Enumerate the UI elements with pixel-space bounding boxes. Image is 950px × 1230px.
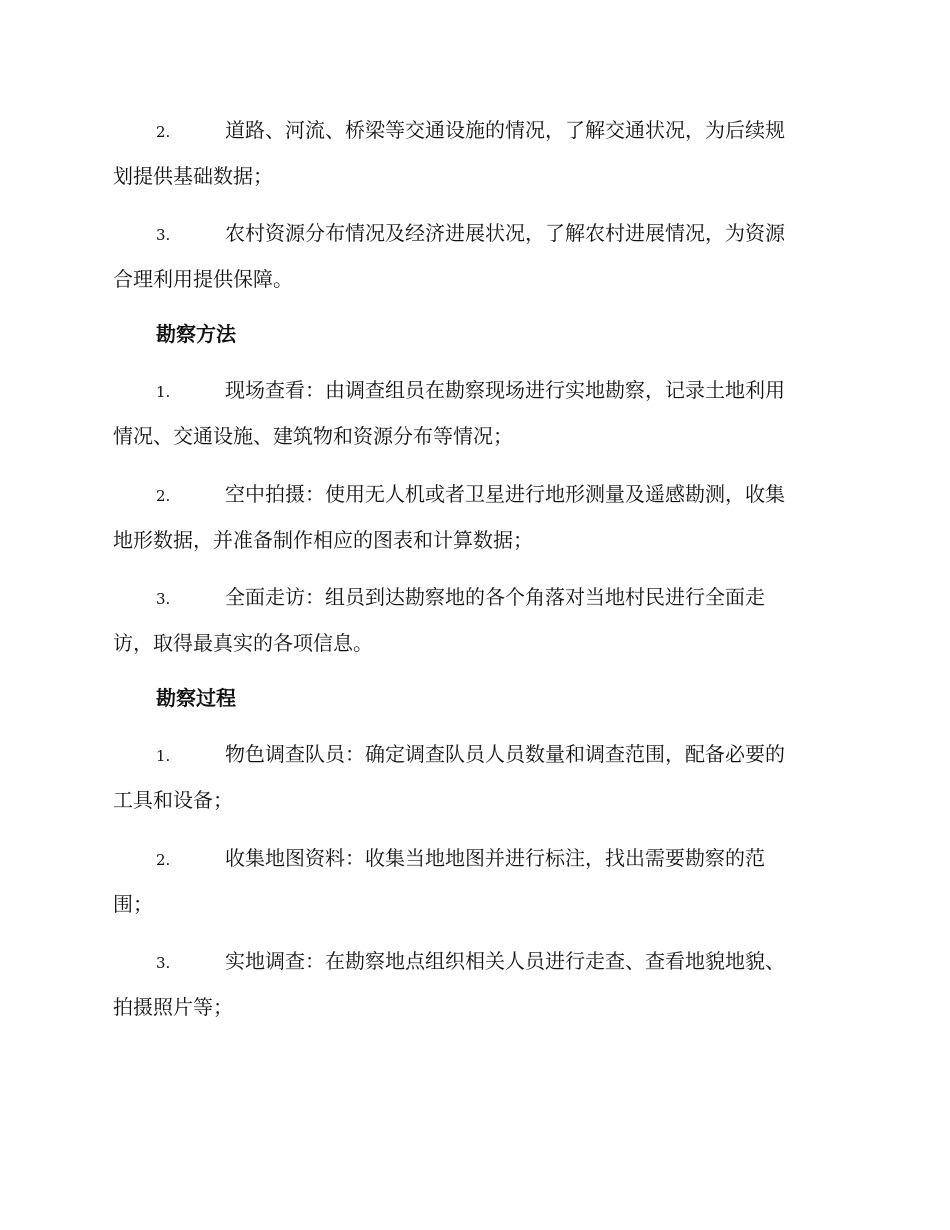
item-number: 3. [156,590,171,608]
item-number: 1. [156,383,171,401]
item-text: 道路、河流、桥梁等交通设施的情况，了解交通状况，为后续规 [225,118,785,142]
item-text-continued: 工具和设备； [113,788,233,812]
list-item [113,472,838,562]
item-number: 1. [156,747,171,765]
list-item [113,836,838,926]
list-item [113,939,838,1029]
item-text-continued: 划提供基础数据； [113,164,273,188]
list-item [113,211,838,301]
item-number: 3. [156,226,171,244]
list-item [113,108,838,198]
item-text: 全面走访：组员到达勘察地的各个角落对当地村民进行全面走 [225,585,765,609]
item-text: 空中拍摄：使用无人机或者卫星进行地形测量及遥感勘测，收集 [225,482,785,506]
item-text: 物色调查队员：确定调查队员人员数量和调查范围，配备必要的 [225,742,785,766]
item-text: 收集地图资料：收集当地地图并进行标注，找出需要勘察的范 [225,846,765,870]
item-number: 2. [156,487,171,505]
list-item [113,732,838,822]
item-text: 现场查看：由调查组员在勘察现场进行实地勘察，记录土地利用 [225,378,785,402]
list-item [113,368,838,458]
section-heading: 勘察方法 [156,322,236,346]
section-heading: 勘察过程 [156,686,236,710]
item-text-continued: 访，取得最真实的各项信息。 [113,631,373,655]
item-text-continued: 拍摄照片等； [113,995,233,1019]
item-text: 农村资源分布情况及经济进展状况，了解农村进展情况，为资源 [225,221,785,245]
item-text-continued: 围； [113,892,153,916]
item-number: 3. [156,954,171,972]
item-number: 2. [156,851,171,869]
item-text-continued: 情况、交通设施、建筑物和资源分布等情况； [113,424,513,448]
item-text: 实地调查：在勘察地点组织相关人员进行走查、查看地貌地貌、 [225,949,785,973]
list-item [113,575,838,665]
item-text-continued: 地形数据，并准备制作相应的图表和计算数据； [113,528,533,552]
item-number: 2. [156,123,171,141]
item-text-continued: 合理利用提供保障。 [113,267,293,291]
